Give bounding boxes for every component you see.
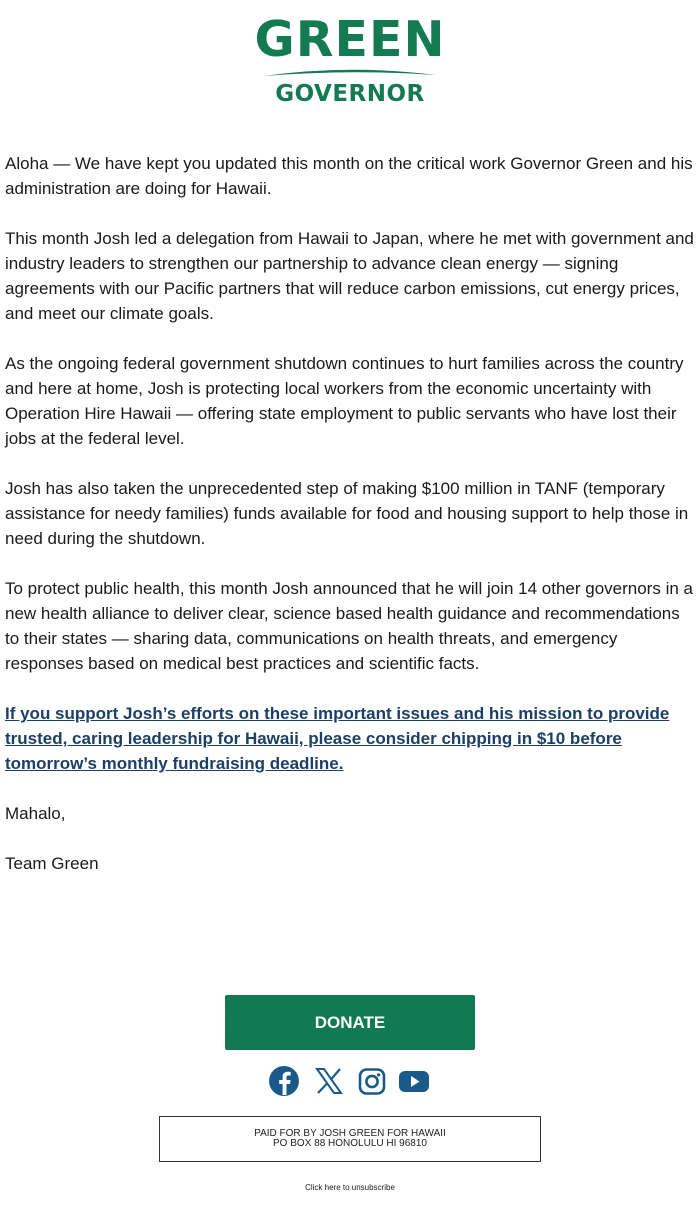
social-links (0, 1064, 700, 1100)
email-body (5, 151, 697, 901)
x-icon[interactable] (311, 1064, 347, 1098)
disclaimer-line-2: PO BOX 88 HONOLULU HI 96810 (273, 1138, 427, 1149)
paid-for-disclaimer (159, 1116, 541, 1162)
logo-title: GREEN (254, 11, 446, 68)
disclaimer-line-1: PAID FOR BY JOSH GREEN FOR HAWAII (254, 1128, 446, 1139)
instagram-icon[interactable] (353, 1064, 389, 1098)
signature: Team Green (5, 854, 99, 873)
donate-button[interactable]: DONATE (225, 995, 475, 1050)
paragraph-intro: Aloha — We have kept you updated this month on the critical work Governor Green and his administration are doing for Hawaii. (5, 154, 693, 198)
donate-cta-link[interactable]: If you support Josh’s efforts on these important issues and his mission to provide trusted, caring leadership for Hawaii, please consider chipping in $10 before tomorrow’s monthly fundraising deadline. (5, 704, 670, 773)
closing: Mahalo, (5, 804, 66, 823)
unsubscribe-link[interactable]: Click here to unsubscribe (305, 1183, 395, 1192)
logo-subtitle: GOVERNOR (275, 81, 425, 107)
paragraph-shutdown: As the ongoing federal government shutdown continues to hurt families across the country and here at home, Josh is protecting local workers from the economic uncertainty with Operation Hire Hawaii — offering state employment to public servants who have lost their jobs at the federal level. (5, 354, 684, 448)
green-governor-logo (0, 11, 700, 108)
paragraph-japan: This month Josh led a delegation from Hawaii to Japan, where he met with government and industry leaders to strengthen our partnership to advance clean energy — signing agreements with our Pacific partners that will reduce carbon emissions, cut energy prices, and meet our climate goals. (5, 229, 694, 323)
facebook-icon[interactable] (268, 1064, 304, 1098)
youtube-icon[interactable] (396, 1064, 432, 1098)
paragraph-health: To protect public health, this month Josh announced that he will join 14 other governors in a new health alliance to deliver clear, science based health guidance and recommendations to their states — sharing data, communications on health threats, and emergency responses based on medical best practices and scientific facts. (5, 579, 693, 673)
paragraph-tanf: Josh has also taken the unprecedented step of making $100 million in TANF (temporary assistance for needy families) funds available for food and housing support to help those in need during the shutdown. (5, 479, 689, 548)
